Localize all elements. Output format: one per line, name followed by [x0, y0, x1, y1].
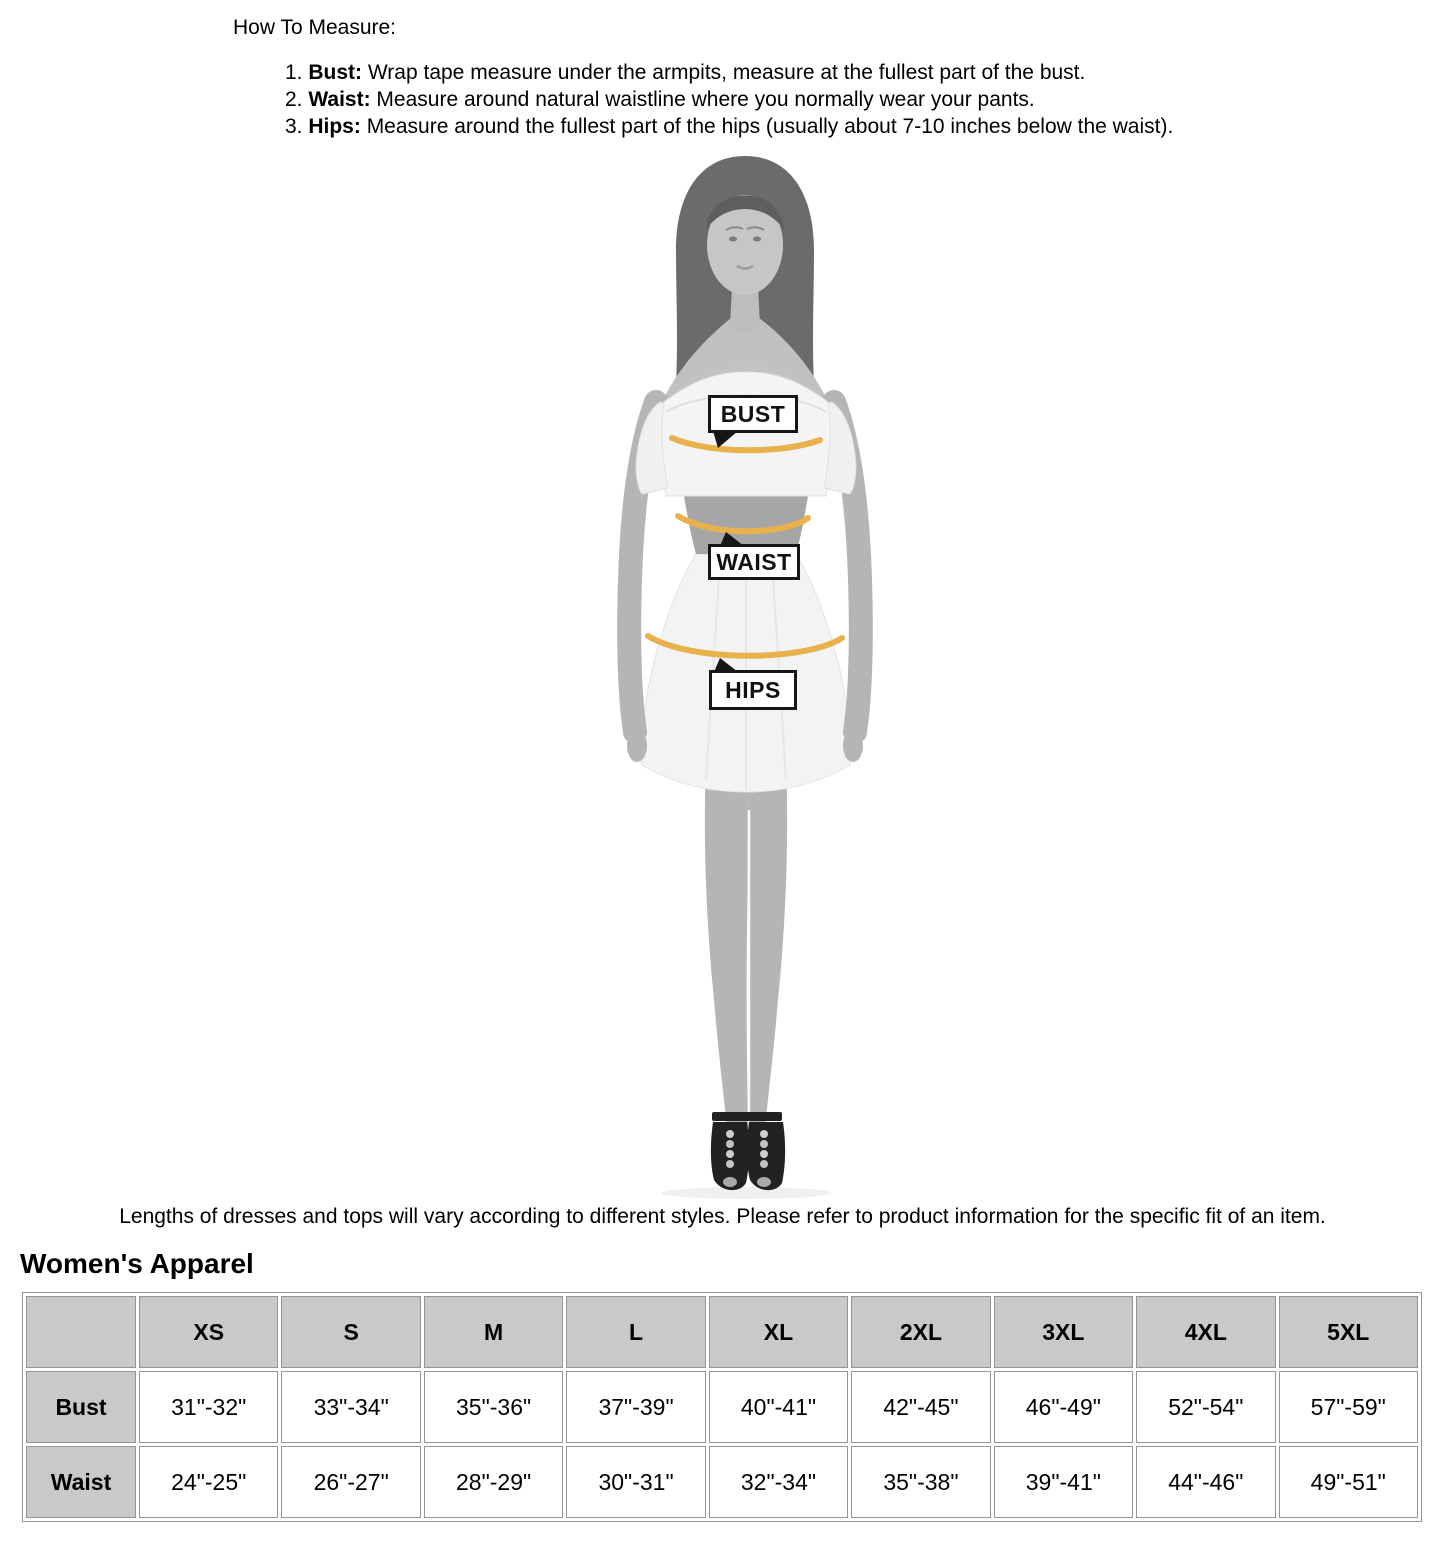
size-row-label: Bust	[26, 1371, 136, 1443]
size-chart-corner-cell	[26, 1296, 136, 1368]
hand-left	[627, 730, 647, 762]
size-cell: 24"-25"	[139, 1446, 278, 1518]
size-chart-title: Women's Apparel	[20, 1248, 254, 1279]
size-col-header: XS	[139, 1296, 278, 1368]
size-cell: 57"-59"	[1279, 1371, 1419, 1443]
size-cell: 40"-41"	[709, 1371, 848, 1443]
size-cell: 31"-32"	[139, 1371, 278, 1443]
bust-label: BUST	[708, 395, 798, 433]
measure-step: 2. Waist: Measure around natural waistline where you normally wear your pants.	[285, 88, 1035, 111]
size-col-header: 3XL	[994, 1296, 1133, 1368]
size-col-header: XL	[709, 1296, 848, 1368]
size-cell: 52"-54"	[1136, 1371, 1275, 1443]
size-cell: 28"-29"	[424, 1446, 563, 1518]
how-to-measure-title: How To Measure:	[233, 16, 397, 39]
size-cell: 39"-41"	[994, 1446, 1133, 1518]
toes-right	[757, 1177, 771, 1187]
size-col-header: 4XL	[1136, 1296, 1275, 1368]
size-cell: 33"-34"	[281, 1371, 420, 1443]
shoe-chain-left	[726, 1150, 734, 1158]
shoe-chain-left	[726, 1140, 734, 1148]
size-table-row	[26, 1371, 1418, 1443]
size-col-header: M	[424, 1296, 563, 1368]
hand-right	[843, 730, 863, 762]
size-col-header: L	[566, 1296, 705, 1368]
fit-note: Lengths of dresses and tops will vary according to different styles. Please refer to product information for the specific fit of an item.	[119, 1205, 1326, 1228]
measure-steps	[285, 59, 1173, 140]
size-cell: 30"-31"	[566, 1446, 705, 1518]
shoe-chain-right	[760, 1130, 768, 1138]
size-table-body	[26, 1371, 1418, 1518]
size-cell: 26"-27"	[281, 1446, 420, 1518]
model-figure	[560, 150, 930, 1200]
measure-step: 1. Bust: Wrap tape measure under the armpits, measure at the fullest part of the bust.	[285, 61, 1086, 84]
shoe-strap-right	[746, 1112, 782, 1121]
floor-shadow	[661, 1187, 831, 1199]
size-table-head	[26, 1296, 1418, 1368]
eye-right	[753, 237, 761, 242]
size-cell: 35"-38"	[851, 1446, 990, 1518]
size-chart-table	[22, 1292, 1422, 1522]
hips-label: HIPS	[709, 670, 797, 710]
measure-step: 3. Hips: Measure around the fullest part of the hips (usually about 7-10 inches below the waist).	[285, 115, 1174, 138]
crop-top	[658, 372, 833, 496]
size-cell: 49"-51"	[1279, 1446, 1419, 1518]
size-row-label: Waist	[26, 1446, 136, 1518]
toes-left	[723, 1177, 737, 1187]
size-cell: 44"-46"	[1136, 1446, 1275, 1518]
size-cell: 35"-36"	[424, 1371, 563, 1443]
eye-left	[729, 237, 737, 242]
shoe-chain-left	[726, 1130, 734, 1138]
size-col-header: 5XL	[1279, 1296, 1419, 1368]
shoe-strap-left	[712, 1112, 748, 1121]
shoe-chain-right	[760, 1140, 768, 1148]
leg-right	[748, 760, 787, 1128]
size-cell: 37"-39"	[566, 1371, 705, 1443]
size-cell: 32"-34"	[709, 1446, 848, 1518]
leg-left	[705, 760, 748, 1128]
shoe-chain-left	[726, 1160, 734, 1168]
size-table-row	[26, 1446, 1418, 1518]
shoe-chain-right	[760, 1150, 768, 1158]
size-table-header-row	[26, 1296, 1418, 1368]
size-cell: 46"-49"	[994, 1371, 1133, 1443]
size-cell: 42"-45"	[851, 1371, 990, 1443]
waist-label: WAIST	[708, 544, 800, 580]
shoe-chain-right	[760, 1160, 768, 1168]
size-col-header: S	[281, 1296, 420, 1368]
size-col-header: 2XL	[851, 1296, 990, 1368]
